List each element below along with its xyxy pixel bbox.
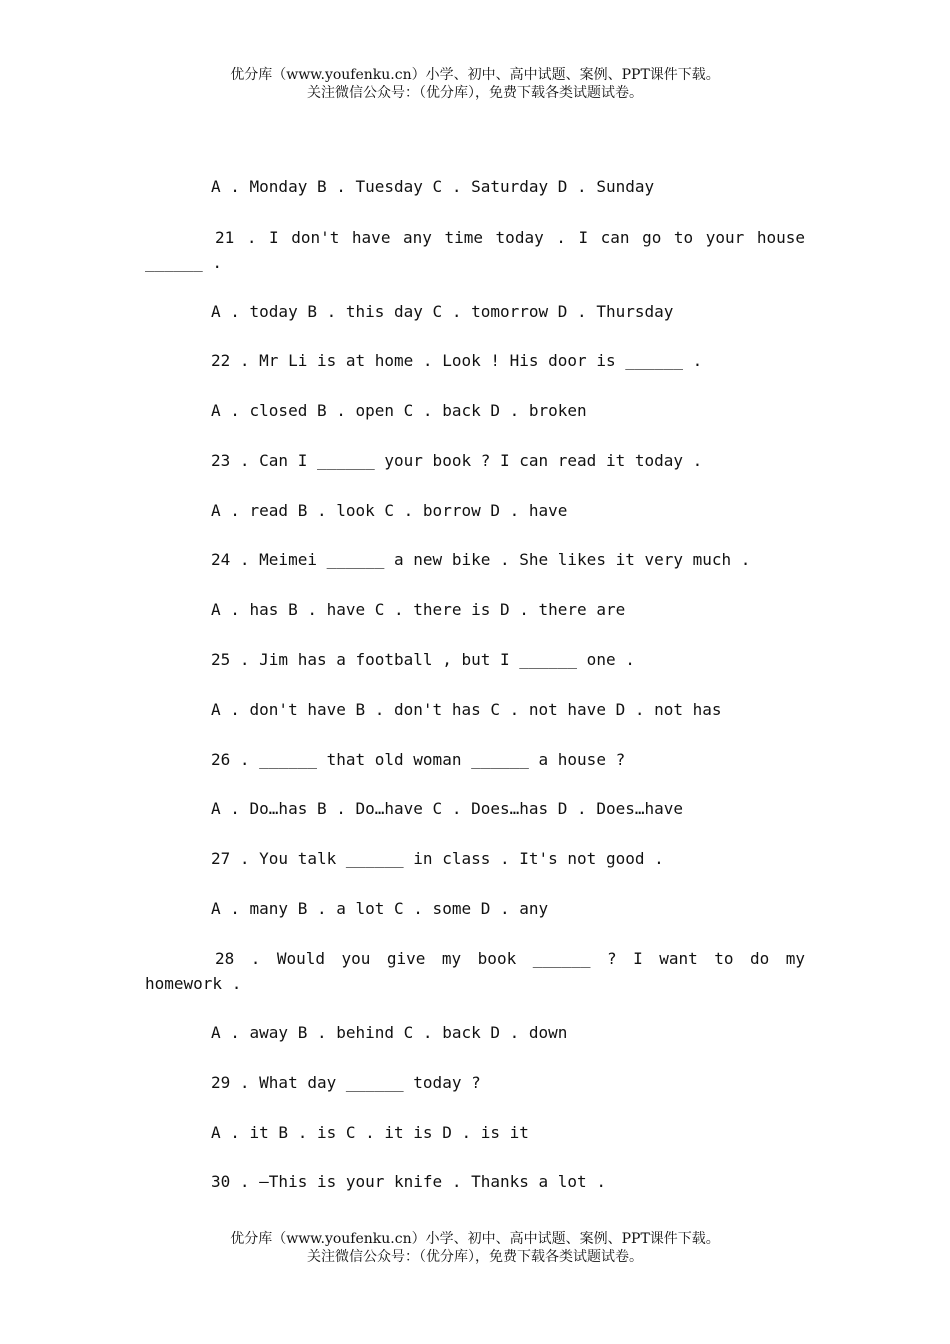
page-header <box>0 66 950 102</box>
question-28 <box>145 946 805 996</box>
question-26-options: A . Do…has B . Do…have C . Does…has D . Does…have <box>211 799 684 818</box>
question-22-options: A . closed B . open C . back D . broken <box>211 401 587 420</box>
question-29-options: A . it B . is C . it is D . is it <box>211 1123 529 1142</box>
question-21-options: A . today B . this day C . tomorrow D . Thursday <box>211 302 674 321</box>
footer-line-2: 关注微信公众号：（优分库），免费下载各类试题试卷。 <box>307 1249 643 1265</box>
question-21-text-continued: ______ . <box>145 253 223 272</box>
footer-line-1: 优分库（www.youfenku.cn）小学、初中、高中试题、案例、PPT课件下载。 <box>230 1231 720 1247</box>
question-23-options: A . read B . look C . borrow D . have <box>211 501 568 520</box>
question-25-options: A . don't have B . don't has C . not have D . not has <box>211 700 722 719</box>
question-26: 26 . ______ that old woman ______ a house ? <box>211 750 626 769</box>
question-23: 23 . Can I ______ your book ? I can read it today . <box>211 451 703 470</box>
header-line-1: 优分库（www.youfenku.cn）小学、初中、高中试题、案例、PPT课件下载。 <box>230 67 720 83</box>
header-line-2: 关注微信公众号：（优分库），免费下载各类试题试卷。 <box>307 85 643 101</box>
question-24: 24 . Meimei ______ a new bike . She likes it very much . <box>211 550 751 569</box>
question-30: 30 . —This is your knife . Thanks a lot . <box>211 1172 606 1191</box>
page-footer <box>0 1230 950 1266</box>
question-24-options: A . has B . have C . there is D . there are <box>211 600 626 619</box>
question-22: 22 . Mr Li is at home . Look ! His door is ______ . <box>211 351 703 370</box>
question-21 <box>145 225 805 275</box>
question-20-options: A . Monday B . Tuesday C . Saturday D . Sunday <box>211 177 655 196</box>
question-28-text: 28 . Would you give my book ______ ? I want to do my <box>215 949 805 968</box>
question-25: 25 . Jim has a football , but I ______ one . <box>211 650 635 669</box>
question-28-text-continued: homework . <box>145 974 242 993</box>
question-27-options: A . many B . a lot C . some D . any <box>211 899 549 918</box>
question-29: 29 . What day ______ today ? <box>211 1073 481 1092</box>
question-21-text: 21 . I don't have any time today . I can go to your house <box>215 228 805 247</box>
question-28-options: A . away B . behind C . back D . down <box>211 1023 568 1042</box>
question-27: 27 . You talk ______ in class . It's not good . <box>211 849 664 868</box>
